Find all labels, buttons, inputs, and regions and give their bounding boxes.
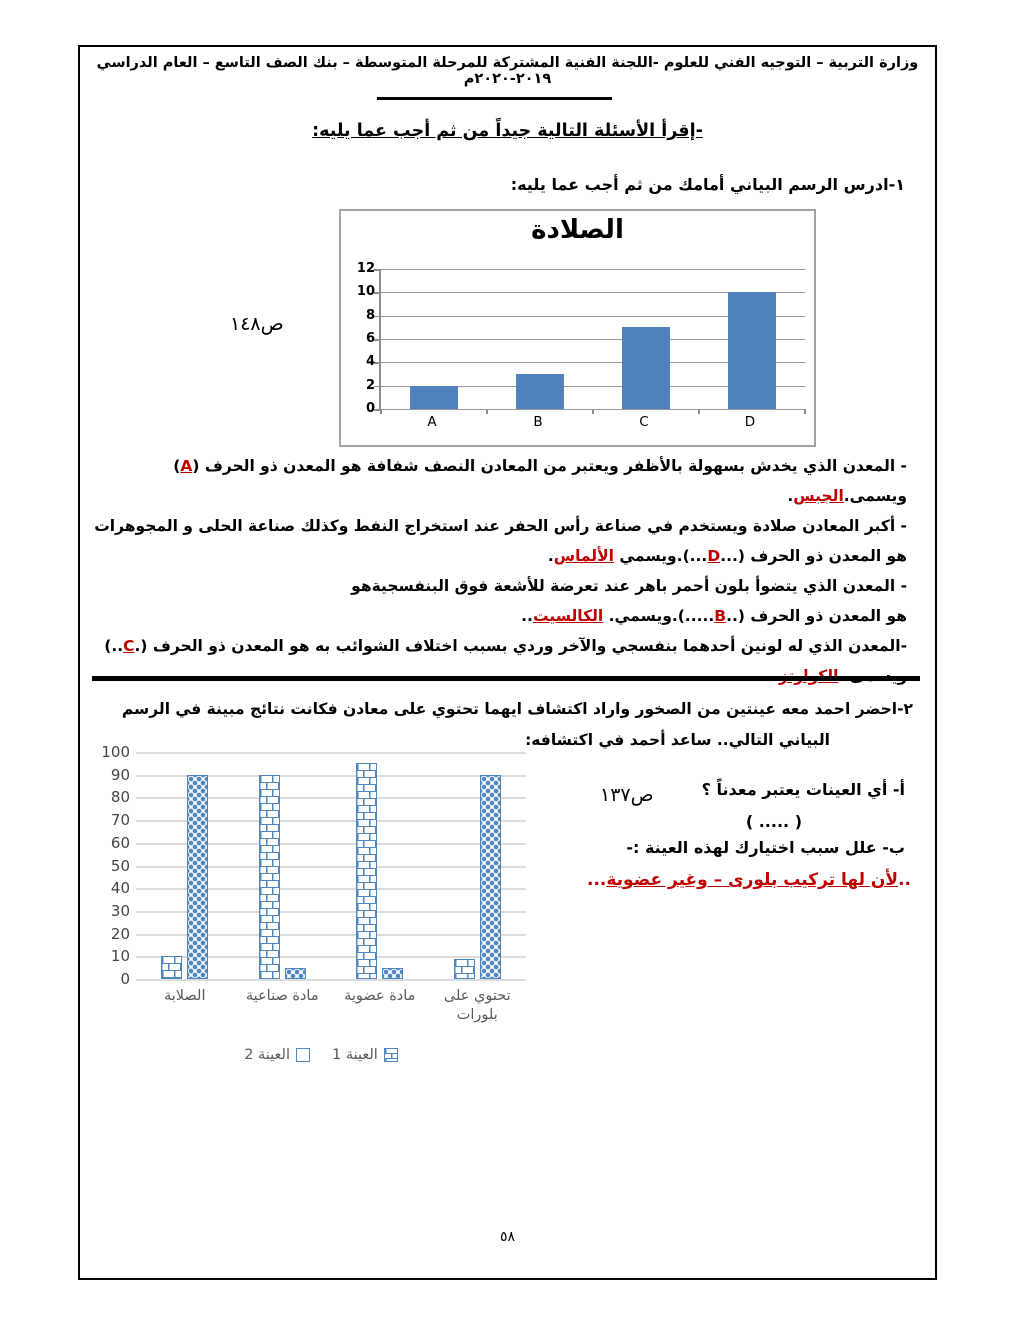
answer-highlight: .. bbox=[898, 870, 911, 890]
dots-swatch-icon bbox=[296, 1048, 310, 1062]
brick-pattern-row bbox=[357, 799, 376, 806]
question2-page-ref: ص١٣٧ bbox=[600, 784, 654, 806]
brick-pattern-row bbox=[162, 971, 181, 978]
gridline bbox=[136, 979, 526, 981]
bar-العينة 2-تحتوي على بلورات bbox=[480, 775, 501, 979]
question1-answer-line bbox=[92, 451, 907, 511]
brick-pattern-row bbox=[260, 965, 279, 972]
legend-label: العينة 2 bbox=[244, 1047, 290, 1063]
brick-pattern-row bbox=[357, 806, 376, 813]
brick-pattern-row bbox=[260, 797, 279, 804]
brick-pattern-row bbox=[357, 974, 376, 979]
header-rule bbox=[377, 97, 612, 100]
x-axis-label: مادة صناعية bbox=[245, 988, 319, 1004]
brick-pattern-row bbox=[162, 964, 181, 971]
bar-العينة 2-مادة صناعية bbox=[285, 968, 306, 979]
y-axis-label: 20 bbox=[110, 924, 130, 943]
brick-pattern-row bbox=[260, 916, 279, 923]
brick-pattern-row bbox=[260, 790, 279, 797]
answer-highlight: C bbox=[123, 637, 135, 655]
question1-answer-line bbox=[92, 511, 907, 541]
question1-answer-line bbox=[92, 541, 907, 571]
brick-pattern-row bbox=[260, 867, 279, 874]
answer-text: . bbox=[787, 487, 794, 505]
section-divider bbox=[92, 676, 920, 681]
brick-pattern-row bbox=[455, 967, 474, 974]
brick-pattern-row bbox=[162, 978, 181, 979]
samples-bar-chart bbox=[96, 743, 546, 1122]
answer-text: - أكبر المعادن صلادة ويستخدم في صناعة رأس الحفر عند استخراج النفط وكذلك صناعة الحلى و المجوهرات bbox=[94, 517, 907, 535]
brick-pattern-row bbox=[357, 883, 376, 890]
page-frame bbox=[78, 45, 937, 1280]
y-axis-label: 10 bbox=[110, 947, 130, 966]
question2-answer-blank: ( ..... ) bbox=[745, 812, 802, 831]
chart-plot-area bbox=[356, 261, 805, 416]
bar-A bbox=[410, 386, 458, 409]
brick-pattern-row bbox=[357, 890, 376, 897]
brick-pattern-row bbox=[357, 876, 376, 883]
bar-العينة 2-مادة عضوية bbox=[382, 968, 403, 979]
answer-text: -المعدن الذي له لونين أحدهما بنفسجي والآخر وردي بسبب اختلاف الشوائب به هو المعدن ذو الحرف (. bbox=[134, 637, 907, 655]
brick-pattern-row bbox=[162, 957, 181, 964]
brick-pattern-row bbox=[260, 895, 279, 902]
brick-pattern-row bbox=[260, 776, 279, 783]
y-axis-label: 30 bbox=[110, 901, 130, 920]
question2-answer-line bbox=[587, 865, 911, 895]
brick-pattern-row bbox=[357, 918, 376, 925]
brick-pattern-row bbox=[357, 785, 376, 792]
question1-answers bbox=[92, 451, 907, 691]
brick-pattern-row bbox=[260, 860, 279, 867]
question2-prompt-line1: ٢-احضر احمد معه عينتين من الصخور واراد اكتشاف ايهما تحتوي على معادن فكانت نتائج مبينة في الرسم bbox=[121, 700, 913, 718]
y-axis-label: 90 bbox=[110, 765, 130, 784]
answer-highlight: الألماس bbox=[553, 547, 614, 565]
brick-pattern-row bbox=[260, 853, 279, 860]
x-tick bbox=[804, 409, 806, 414]
y-tick bbox=[374, 362, 381, 364]
brick-pattern-row bbox=[260, 937, 279, 944]
y-tick bbox=[374, 386, 381, 388]
brick-pattern-row bbox=[357, 904, 376, 911]
chart-plot-area bbox=[101, 743, 526, 988]
brick-pattern-row bbox=[357, 834, 376, 841]
answer-text: ) ويسمى. bbox=[173, 457, 907, 505]
x-axis-label: D bbox=[744, 414, 756, 430]
brick-pattern-row bbox=[260, 923, 279, 930]
hardness-bar-chart bbox=[339, 209, 816, 447]
y-axis-label: 8 bbox=[365, 307, 375, 323]
bar-العينة 1-مادة صناعية bbox=[259, 775, 280, 979]
brick-pattern-row bbox=[357, 967, 376, 974]
brick-pattern-row bbox=[385, 1059, 397, 1062]
question2-answer bbox=[587, 865, 911, 895]
brick-pattern-row bbox=[357, 932, 376, 939]
brick-pattern-row bbox=[260, 958, 279, 965]
brick-pattern-row bbox=[357, 960, 376, 967]
answer-highlight: B bbox=[714, 607, 727, 625]
answer-text: ..) bbox=[104, 637, 124, 655]
question1-prompt: ١-ادرس الرسم البياني أمامك من ثم أجب عما يليه: bbox=[510, 175, 905, 194]
brick-pattern-row bbox=[455, 974, 474, 979]
y-axis-label: 40 bbox=[110, 879, 130, 898]
question2-part-b: ب- علل سبب اختيارك لهذه العينة :- bbox=[626, 838, 905, 857]
brick-pattern-row bbox=[357, 939, 376, 946]
brick-pattern-row bbox=[357, 862, 376, 869]
x-axis-label: الصلابة bbox=[164, 988, 206, 1004]
y-axis-label: 2 bbox=[365, 377, 375, 393]
brick-pattern-row bbox=[260, 972, 279, 979]
y-axis-label: 60 bbox=[110, 833, 130, 852]
y-axis-label: 50 bbox=[110, 856, 130, 875]
answer-text: .....).ويسمي. bbox=[603, 607, 715, 625]
answer-highlight: D bbox=[707, 547, 721, 565]
bar-العينة 1-مادة عضوية bbox=[356, 763, 377, 979]
x-axis-label: مادة عضوية bbox=[344, 988, 416, 1004]
bar-العينة 1-تحتوي على بلورات bbox=[454, 959, 475, 979]
brick-pattern-row bbox=[260, 783, 279, 790]
brick-pattern-row bbox=[260, 839, 279, 846]
page-title-text: -إقرأ الأسئلة التالية جيداً من ثم أجب عما يليه: bbox=[312, 121, 703, 141]
answer-text: ...).ويسمي bbox=[613, 547, 708, 565]
answer-text: هو المعدن ذو الحرف (.. bbox=[726, 607, 907, 625]
question1-answer-line bbox=[92, 631, 907, 661]
brick-pattern-row bbox=[260, 825, 279, 832]
brick-pattern-row bbox=[260, 811, 279, 818]
brick-pattern-row bbox=[357, 925, 376, 932]
answer-highlight: A bbox=[180, 457, 193, 475]
brick-pattern-row bbox=[260, 888, 279, 895]
gridline bbox=[381, 269, 805, 270]
question1-answer-line bbox=[92, 571, 907, 601]
answer-text: - المعدن الذي يخدش بسهولة بالأظفر ويعتبر من المعادن النصف شفافة هو المعدن ذو الحرف ( bbox=[192, 457, 907, 475]
document-header: وزارة التربية – التوجيه الفني للعلوم -اللجنة الفنية المشتركة للمرحلة المتوسطة – بنك الصف التاسع – العام الدراسي ٢٠١٩-٢٠٢٠م bbox=[96, 55, 919, 87]
bar-D bbox=[728, 292, 776, 409]
y-axis-label: 6 bbox=[365, 331, 375, 346]
brick-pattern-row bbox=[455, 960, 474, 967]
x-axis-label: B bbox=[533, 414, 543, 430]
y-tick bbox=[374, 269, 381, 271]
brick-pattern-row bbox=[260, 930, 279, 937]
question2-part-a: أ- أي العينات يعتبر معدناً ؟ bbox=[701, 780, 905, 799]
y-axis-label: 100 bbox=[101, 743, 130, 761]
legend-entry bbox=[244, 1047, 310, 1063]
y-axis-label: 0 bbox=[365, 401, 375, 416]
chart-title: الصلادة bbox=[531, 215, 624, 245]
y-axis-label: 70 bbox=[110, 811, 130, 830]
y-tick bbox=[374, 292, 381, 294]
x-axis-label: C bbox=[639, 414, 649, 430]
brick-pattern-row bbox=[260, 818, 279, 825]
bar-C bbox=[622, 327, 670, 409]
y-axis-label: 12 bbox=[356, 261, 375, 276]
brick-pattern-row bbox=[357, 855, 376, 862]
gridline bbox=[136, 752, 526, 754]
y-axis-label: 4 bbox=[365, 354, 375, 370]
answer-highlight: الكالسيت bbox=[532, 607, 604, 625]
legend-entry bbox=[332, 1047, 398, 1063]
brick-pattern-row bbox=[357, 813, 376, 820]
question1-page-ref: ص١٤٨ bbox=[230, 313, 284, 335]
y-tick bbox=[374, 316, 381, 318]
y-axis-label: 0 bbox=[120, 970, 130, 988]
brick-pattern-row bbox=[357, 946, 376, 953]
chart-legend bbox=[96, 1047, 546, 1063]
brick-pattern-row bbox=[357, 841, 376, 848]
brick-pattern-row bbox=[357, 869, 376, 876]
bar-العينة 1-الصلابة bbox=[161, 956, 182, 979]
question2-prompt-line2: البياني التالي.. ساعد أحمد في اكتشافه: bbox=[525, 731, 830, 749]
brick-pattern-row bbox=[260, 832, 279, 839]
question1-answer-line bbox=[92, 601, 907, 631]
answer-highlight: الجبس bbox=[793, 487, 844, 505]
brick-pattern-row bbox=[260, 881, 279, 888]
brick-pattern-row bbox=[357, 911, 376, 918]
brick-pattern-row bbox=[357, 820, 376, 827]
brick-pattern-row bbox=[357, 764, 376, 771]
brick-pattern-row bbox=[260, 804, 279, 811]
answer-highlight: لأن لها تركيب بلورى – وغير عضوية bbox=[606, 870, 899, 890]
answer-text: - المعدن الذي يتضوأ بلون أحمر باهر عند تعرضة للأشعة فوق البنفسجيةهو bbox=[351, 577, 907, 595]
brick-pattern-row bbox=[357, 792, 376, 799]
brick-pattern-row bbox=[357, 848, 376, 855]
brick-pattern-row bbox=[260, 909, 279, 916]
answer-text: . bbox=[547, 547, 554, 565]
brick-swatch-icon bbox=[384, 1048, 398, 1062]
page-number: ٥٨ bbox=[499, 1229, 516, 1245]
page-title bbox=[80, 121, 935, 141]
answer-text: .. bbox=[521, 607, 533, 625]
bar-B bbox=[516, 374, 564, 409]
brick-pattern-row bbox=[260, 902, 279, 909]
bar-العينة 2-الصلابة bbox=[187, 775, 208, 979]
answer-text: هو المعدن ذو الحرف (... bbox=[720, 547, 907, 565]
brick-pattern-row bbox=[260, 874, 279, 881]
brick-pattern-row bbox=[357, 953, 376, 960]
brick-pattern-row bbox=[357, 897, 376, 904]
y-axis-label: 10 bbox=[356, 284, 375, 300]
y-axis-label: 80 bbox=[110, 788, 130, 807]
brick-pattern-row bbox=[357, 778, 376, 785]
y-tick bbox=[374, 339, 381, 341]
brick-pattern-row bbox=[260, 944, 279, 951]
answer-highlight: ... bbox=[586, 870, 607, 890]
brick-pattern-row bbox=[357, 771, 376, 778]
x-axis-label: A bbox=[427, 414, 437, 430]
brick-pattern-row bbox=[260, 951, 279, 958]
brick-pattern-row bbox=[260, 846, 279, 853]
x-axis-label: تحتوي على بلورات bbox=[443, 988, 511, 1023]
brick-pattern-row bbox=[357, 827, 376, 834]
legend-label: العينة 1 bbox=[332, 1047, 378, 1063]
